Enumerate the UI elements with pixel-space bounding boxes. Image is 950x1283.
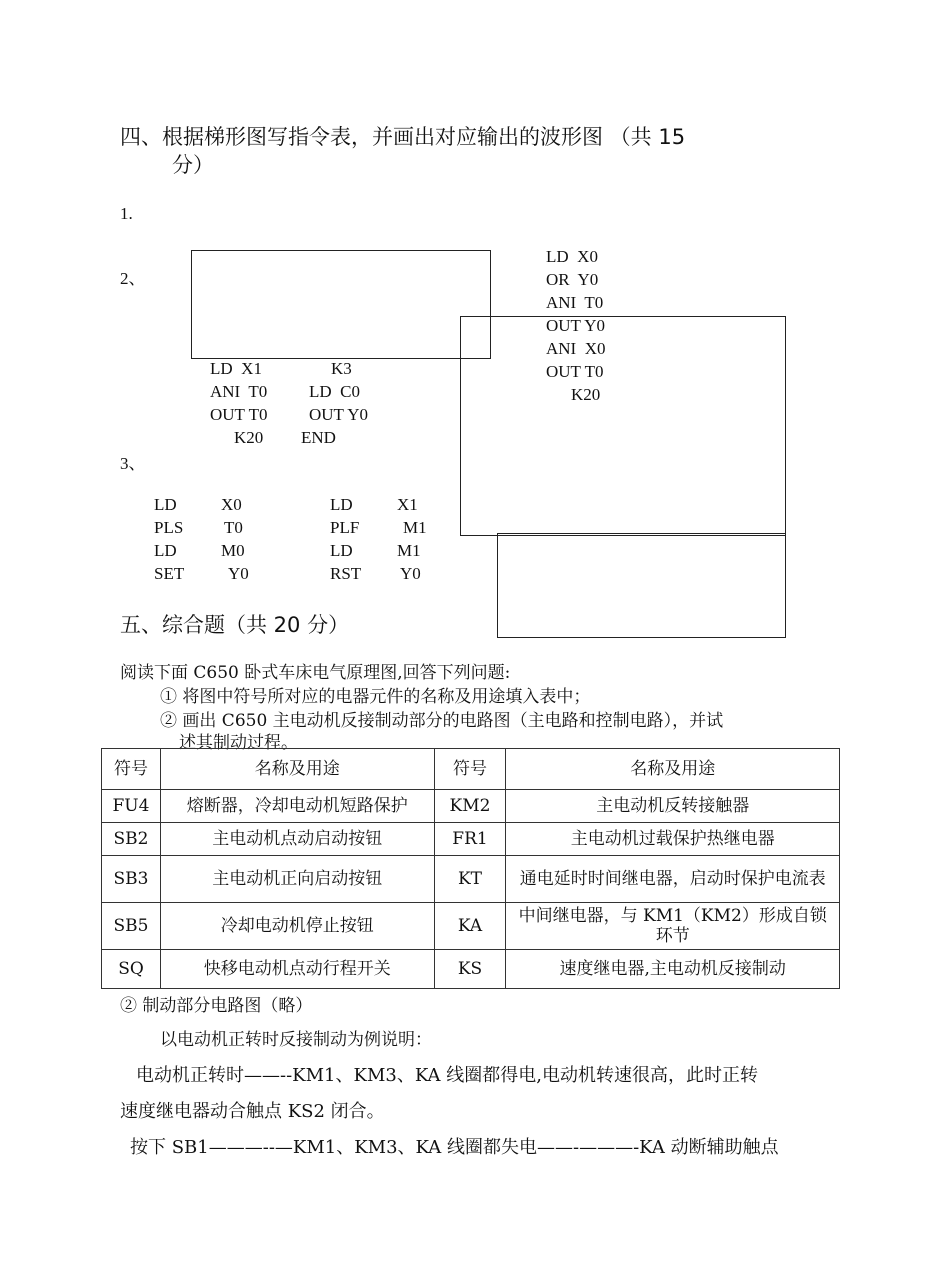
table-header-cell: 符号 [434,749,506,790]
table-header-cell: 名称及用途 [506,749,840,790]
answer-2-title: ② 制动部分电路图（略） [120,996,313,1016]
table-cell: SB2 [102,823,161,856]
table-header-row [102,749,840,790]
instruction-line: K3 [331,359,352,378]
components-table [101,748,840,989]
question-2-instruction-list-right [301,357,369,449]
table-cell: FR1 [434,823,506,856]
operand: M1 [397,541,421,560]
question-3-operands-col1 [221,493,249,585]
instruction-line: K20 [234,428,264,447]
table-cell: 冷却电动机停止按钮 [160,903,434,950]
op: LD [154,495,177,514]
instruction-line: ANI X0 [546,339,606,358]
instruction-line: OUT Y0 [309,405,369,424]
operand: X1 [397,495,418,514]
question-1-ladder-diagram-box [460,316,786,536]
table-header-cell: 符号 [102,749,161,790]
question-3-ops-col2 [330,493,361,585]
table-cell: 通电延时时间继电器，启动时保护电流表 [506,856,840,903]
question-1-number: 1. [120,204,133,223]
question-2-ladder-diagram-box [191,250,491,359]
section5-heading: 五、综合题（共 20 分） [120,613,350,637]
operand: Y0 [400,564,421,583]
op: SET [154,564,185,583]
op: LD [330,495,353,514]
instruction-line: LD C0 [309,382,360,401]
instruction-line: OUT T0 [546,362,604,381]
operand: Y0 [228,564,249,583]
answer-2-paragraph-3: 按下 SB1———--—KM1、KM3、KA 线圈都失电——-———-KA 动断辅助触点 [130,1137,779,1158]
op: LD [154,541,177,560]
table-cell: 主电动机正向启动按钮 [160,856,434,903]
instruction-line: ANI T0 [210,382,268,401]
table-cell: KM2 [434,790,506,823]
table-header-cell: 名称及用途 [160,749,434,790]
answer-2-paragraph-2-line1: 电动机正转时——--KM1、KM3、KA 线圈都得电,电动机转速很高，此时正转 [136,1065,758,1086]
section5-item-1: ① 将图中符号所对应的电器元件的名称及用途填入表中； [160,687,591,707]
instruction-line: LD X1 [210,359,262,378]
instruction-line: K20 [571,385,601,404]
section5-intro: 阅读下面 C650 卧式车床电气原理图,回答下列问题: [120,663,511,683]
section5-item-2-line1: ② 画出 C650 主电动机反接制动部分的电路图（主电路和控制电路），并试 [160,711,724,731]
table-cell: KA [434,903,506,950]
operand: X0 [221,495,242,514]
table-cell: 快移电动机点动行程开关 [160,950,434,989]
instruction-line: ANI T0 [546,293,604,312]
table-cell: SB3 [102,856,161,903]
operand: M0 [221,541,245,560]
operand: M1 [403,518,427,537]
question-2-number: 2、 [120,269,146,288]
op: LD [330,541,353,560]
table-cell: 主电动机点动启动按钮 [160,823,434,856]
answer-2-paragraph-1: 以电动机正转时反接制动为例说明： [160,1030,432,1050]
op: PLF [330,518,360,537]
section4-heading-line2: 分） [172,153,214,177]
table-row [102,903,840,950]
table-row [102,856,840,903]
table-cell: 主电动机过载保护热继电器 [506,823,840,856]
question-3-operands-col2 [397,493,427,585]
op: PLS [154,518,184,537]
instruction-line: OUT T0 [210,405,268,424]
table-cell: 主电动机反转接触器 [506,790,840,823]
table-cell: 中间继电器，与 KM1（KM2）形成自锁环节 [506,903,840,950]
table-cell: KT [434,856,506,903]
instruction-line: LD X0 [546,247,598,266]
answer-2-paragraph-2-line2: 速度继电器动合触点 KS2 闭合。 [120,1101,385,1122]
instruction-line: OUT Y0 [546,316,606,335]
table-row [102,950,840,989]
instruction-line: OR Y0 [546,270,599,289]
table-cell: KS [434,950,506,989]
table-cell: SQ [102,950,161,989]
question-3-waveform-box [497,533,786,638]
section5-item-2-line2: 述其制动过程。 [179,733,298,753]
table-row [102,790,840,823]
question-3-ops-col1 [154,493,184,585]
table-row [102,823,840,856]
table-cell: FU4 [102,790,161,823]
table-cell: 速度继电器,主电动机反接制动 [506,950,840,989]
table-cell: SB5 [102,903,161,950]
section4-heading-line1: 四、根据梯形图写指令表，并画出对应输出的波形图 （共 15 [120,125,686,149]
operand: T0 [224,518,243,537]
question-2-instruction-list-left [210,357,267,449]
table-cell: 熔断器，冷却电动机短路保护 [160,790,434,823]
question-3-number: 3、 [120,454,146,473]
instruction-line: END [301,428,336,447]
op: RST [330,564,362,583]
